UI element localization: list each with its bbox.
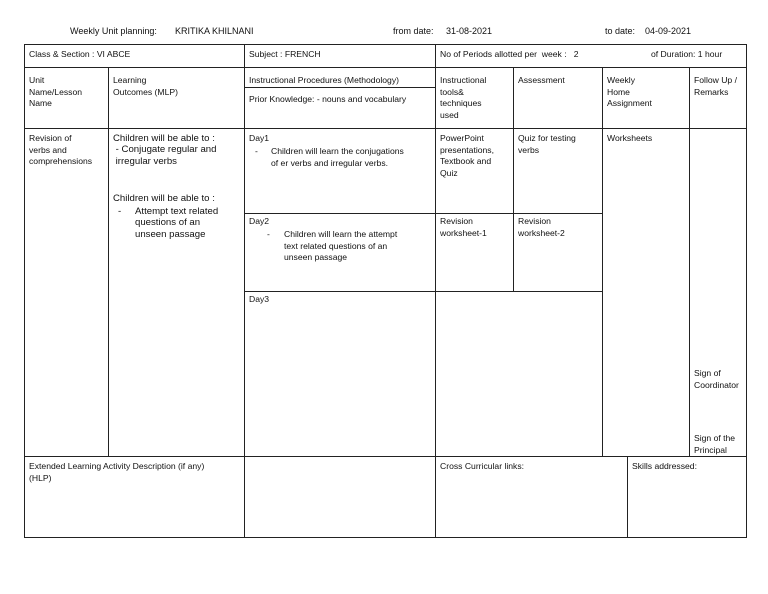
list-bullet: - xyxy=(118,206,122,217)
grid-line xyxy=(24,537,747,538)
day2-methodology: Children will learn the attempt text related questions of an unseen passage xyxy=(284,229,398,263)
list-bullet: - xyxy=(267,229,270,239)
learning-outcome-2-lead: Children will be able to : xyxy=(113,193,215,204)
class-section-cell: Class & Section : VI ABCE xyxy=(29,49,131,59)
instructional-procedures-header: Instructional Procedures (Methodology) xyxy=(249,75,399,85)
grid-line xyxy=(244,213,602,214)
instructional-tools-header: Instructional tools& techniques used xyxy=(440,75,487,120)
grid-line xyxy=(244,44,245,538)
grid-line xyxy=(24,67,747,68)
grid-line xyxy=(24,44,747,45)
to-date-label: to date: xyxy=(605,26,636,36)
learning-outcome-1: Children will be able to : - Conjugate regular and irregular verbs xyxy=(113,133,217,167)
day1-methodology: Children will learn the conjugations of er verbs and irregular verbs. xyxy=(271,146,404,168)
grid-line xyxy=(627,456,628,537)
list-bullet: - xyxy=(255,146,258,156)
subject-cell: Subject : FRENCH xyxy=(249,49,321,59)
cross-curricular-cell: Cross Curricular links: xyxy=(440,461,525,471)
plan-title: Weekly Unit planning: xyxy=(70,26,157,36)
skills-addressed-cell: Skills addressed: xyxy=(632,461,697,471)
unit-name-cell: Revision of verbs and comprehensions xyxy=(29,133,93,167)
sign-coordinator: Sign of Coordinator xyxy=(694,368,739,390)
grid-line xyxy=(244,291,602,292)
day1-assessment: Quiz for testing verbs xyxy=(518,133,576,155)
day2-tools: Revision worksheet-1 xyxy=(440,216,487,238)
grid-line xyxy=(746,44,747,538)
teacher-name: KRITIKA KHILNANI xyxy=(175,26,254,36)
follow-up-header: Follow Up / Remarks xyxy=(694,75,737,97)
day2-label: Day2 xyxy=(249,216,270,226)
grid-line xyxy=(108,67,109,456)
extended-learning-cell: Extended Learning Activity Description (if any) (HLP) xyxy=(29,461,205,483)
weekly-home-assignment-header: Weekly Home Assignment xyxy=(607,75,652,109)
unit-name-header: Unit Name/Lesson Name xyxy=(29,75,83,109)
day1-tools: PowerPoint presentations, Textbook and Quiz xyxy=(440,133,494,178)
grid-line xyxy=(513,67,514,292)
grid-line xyxy=(24,456,747,457)
sign-principal: Sign of the Principal xyxy=(694,433,736,455)
grid-line xyxy=(24,128,747,129)
home-assignment-cell: Worksheets xyxy=(607,133,653,143)
day2-assessment: Revision worksheet-2 xyxy=(518,216,565,238)
grid-line xyxy=(244,87,435,88)
periods-cell: No of Periods allotted per week : 2 xyxy=(440,49,579,59)
grid-line xyxy=(602,67,603,456)
duration-cell: of Duration: 1 hour xyxy=(651,49,723,59)
from-date-value: 31-08-2021 xyxy=(446,26,493,36)
grid-line xyxy=(24,44,25,538)
day1-label: Day1 xyxy=(249,133,270,143)
from-date-label: from date: xyxy=(393,26,434,36)
to-date-value: 04-09-2021 xyxy=(645,26,692,36)
assessment-header: Assessment xyxy=(518,75,565,85)
grid-line xyxy=(689,67,690,456)
learning-outcome-2-item: Attempt text related questions of an unseen passage xyxy=(135,206,219,240)
learning-outcomes-header: Learning Outcomes (MLP) xyxy=(113,75,178,97)
grid-line xyxy=(435,44,436,538)
prior-knowledge-cell: Prior Knowledge: - nouns and vocabulary xyxy=(249,94,407,104)
day3-label: Day3 xyxy=(249,294,270,304)
